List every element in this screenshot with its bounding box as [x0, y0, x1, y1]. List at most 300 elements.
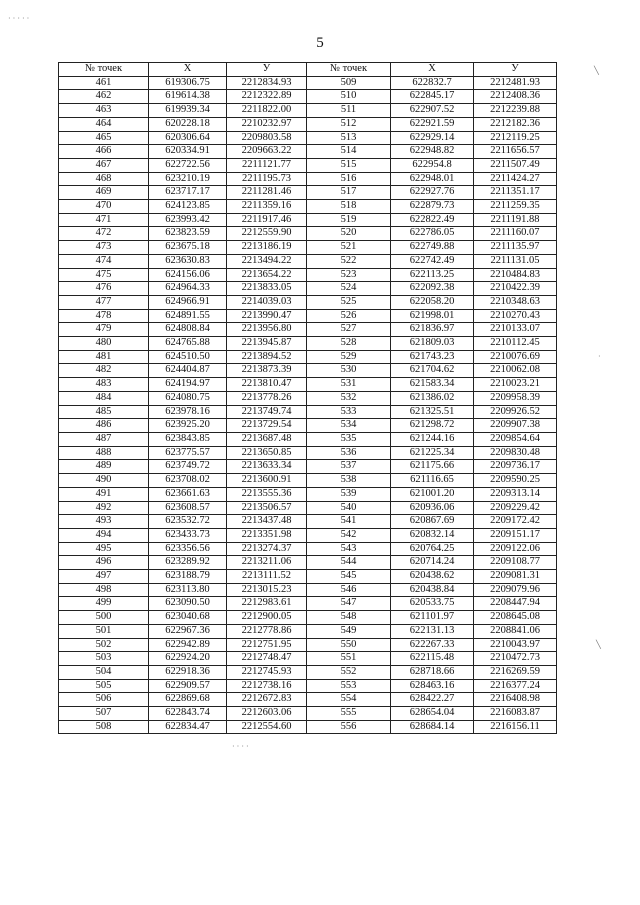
cell-point-number-right: 556 [307, 720, 391, 734]
cell-y-left: 2212748.47 [227, 652, 307, 666]
cell-y-right: 2216083.87 [474, 707, 557, 721]
cell-x-left: 624966.91 [149, 295, 227, 309]
cell-point-number-right: 534 [307, 419, 391, 433]
header-x-left: X [149, 63, 227, 77]
cell-y-right: 2210043.97 [474, 638, 557, 652]
cell-point-number-right: 512 [307, 117, 391, 131]
cell-point-number-left: 473 [59, 241, 149, 255]
cell-x-right: 621836.97 [391, 323, 474, 337]
cell-x-left: 623608.57 [149, 501, 227, 515]
cell-point-number-left: 465 [59, 131, 149, 145]
cell-point-number-right: 547 [307, 597, 391, 611]
cell-x-left: 619614.38 [149, 90, 227, 104]
cell-point-number-left: 503 [59, 652, 149, 666]
table-row [59, 638, 557, 652]
cell-point-number-left: 507 [59, 707, 149, 721]
cell-point-number-left: 484 [59, 391, 149, 405]
cell-point-number-right: 513 [307, 131, 391, 145]
cell-y-right: 2211135.97 [474, 241, 557, 255]
cell-point-number-left: 483 [59, 378, 149, 392]
cell-point-number-left: 485 [59, 405, 149, 419]
cell-y-left: 2213274.37 [227, 542, 307, 556]
cell-y-left: 2213749.74 [227, 405, 307, 419]
cell-y-right: 2210112.45 [474, 337, 557, 351]
cell-y-right: 2211160.07 [474, 227, 557, 241]
cell-x-left: 623433.73 [149, 528, 227, 542]
cell-y-left: 2213015.23 [227, 583, 307, 597]
cell-x-right: 621244.16 [391, 432, 474, 446]
cell-point-number-right: 548 [307, 611, 391, 625]
cell-x-right: 620867.69 [391, 515, 474, 529]
table-row [59, 268, 557, 282]
cell-y-left: 2213555.36 [227, 487, 307, 501]
page-number: 5 [316, 35, 324, 51]
cell-y-right: 2211191.88 [474, 213, 557, 227]
cell-y-left: 2212983.61 [227, 597, 307, 611]
cell-x-right: 622267.33 [391, 638, 474, 652]
cell-x-right: 622921.59 [391, 117, 474, 131]
cell-y-left: 2212603.06 [227, 707, 307, 721]
cell-y-right: 2216156.11 [474, 720, 557, 734]
cell-point-number-left: 461 [59, 76, 149, 90]
table-row [59, 487, 557, 501]
cell-y-right: 2210270.43 [474, 309, 557, 323]
coordinates-table [58, 62, 557, 734]
table-row [59, 378, 557, 392]
cell-x-left: 623978.16 [149, 405, 227, 419]
cell-x-right: 621325.51 [391, 405, 474, 419]
cell-x-left: 623775.57 [149, 446, 227, 460]
cell-y-right: 2216377.24 [474, 679, 557, 693]
cell-point-number-right: 537 [307, 460, 391, 474]
cell-x-right: 621116.65 [391, 474, 474, 488]
cell-y-left: 2213351.98 [227, 528, 307, 542]
cell-y-left: 2213956.80 [227, 323, 307, 337]
cell-y-left: 2213111.52 [227, 570, 307, 584]
cell-x-left: 619306.75 [149, 76, 227, 90]
cell-point-number-left: 495 [59, 542, 149, 556]
cell-point-number-right: 516 [307, 172, 391, 186]
cell-point-number-right: 519 [307, 213, 391, 227]
cell-point-number-left: 498 [59, 583, 149, 597]
cell-point-number-left: 480 [59, 337, 149, 351]
cell-x-right: 622832.7 [391, 76, 474, 90]
cell-x-left: 623090.50 [149, 597, 227, 611]
cell-x-right: 620714.24 [391, 556, 474, 570]
table-row [59, 446, 557, 460]
cell-y-left: 2213437.48 [227, 515, 307, 529]
scan-speck: · · · · · [8, 14, 30, 23]
cell-y-right: 2209108.77 [474, 556, 557, 570]
cell-x-left: 624404.87 [149, 364, 227, 378]
cell-y-left: 2213687.48 [227, 432, 307, 446]
cell-y-left: 2212738.16 [227, 679, 307, 693]
cell-y-right: 2211507.49 [474, 158, 557, 172]
cell-y-right: 2209958.39 [474, 391, 557, 405]
cell-x-left: 622967.36 [149, 624, 227, 638]
cell-point-number-right: 525 [307, 295, 391, 309]
cell-point-number-right: 541 [307, 515, 391, 529]
cell-point-number-right: 526 [307, 309, 391, 323]
cell-x-left: 623661.63 [149, 487, 227, 501]
cell-x-right: 620438.84 [391, 583, 474, 597]
table-row [59, 556, 557, 570]
cell-point-number-right: 532 [307, 391, 391, 405]
table-row [59, 282, 557, 296]
cell-point-number-right: 518 [307, 200, 391, 214]
cell-x-left: 624080.75 [149, 391, 227, 405]
cell-point-number-right: 522 [307, 254, 391, 268]
cell-x-right: 628684.14 [391, 720, 474, 734]
table-row [59, 90, 557, 104]
cell-point-number-right: 543 [307, 542, 391, 556]
cell-x-left: 624510.50 [149, 350, 227, 364]
cell-y-right: 2209590.25 [474, 474, 557, 488]
cell-x-left: 622924.20 [149, 652, 227, 666]
cell-x-right: 622742.49 [391, 254, 474, 268]
table-row [59, 76, 557, 90]
cell-x-right: 621704.62 [391, 364, 474, 378]
cell-y-left: 2212672.83 [227, 693, 307, 707]
cell-point-number-right: 521 [307, 241, 391, 255]
cell-x-left: 623708.02 [149, 474, 227, 488]
cell-point-number-right: 515 [307, 158, 391, 172]
cell-point-number-right: 509 [307, 76, 391, 90]
cell-y-right: 2212239.88 [474, 104, 557, 118]
cell-y-left: 2211822.00 [227, 104, 307, 118]
cell-point-number-right: 546 [307, 583, 391, 597]
cell-x-right: 622749.88 [391, 241, 474, 255]
header-y-right: У [474, 63, 557, 77]
cell-x-right: 621298.72 [391, 419, 474, 433]
header-x-right: X [391, 63, 474, 77]
cell-x-left: 623993.42 [149, 213, 227, 227]
cell-y-left: 2213633.34 [227, 460, 307, 474]
cell-y-left: 2213810.47 [227, 378, 307, 392]
cell-point-number-right: 555 [307, 707, 391, 721]
cell-x-right: 622948.01 [391, 172, 474, 186]
table-body [59, 76, 557, 734]
cell-x-left: 620306.64 [149, 131, 227, 145]
table-row [59, 570, 557, 584]
cell-y-right: 2209313.14 [474, 487, 557, 501]
cell-x-right: 621101.97 [391, 611, 474, 625]
cell-x-left: 624964.33 [149, 282, 227, 296]
cell-y-left: 2211121.77 [227, 158, 307, 172]
table-row [59, 295, 557, 309]
cell-x-left: 622918.36 [149, 665, 227, 679]
cell-point-number-right: 535 [307, 432, 391, 446]
cell-point-number-right: 539 [307, 487, 391, 501]
table-row [59, 117, 557, 131]
cell-x-left: 623925.20 [149, 419, 227, 433]
cell-x-left: 620334.91 [149, 145, 227, 159]
cell-x-right: 620832.14 [391, 528, 474, 542]
cell-y-left: 2209803.58 [227, 131, 307, 145]
cell-y-right: 2211424.27 [474, 172, 557, 186]
cell-point-number-left: 478 [59, 309, 149, 323]
cell-y-right: 2212408.36 [474, 90, 557, 104]
cell-point-number-left: 499 [59, 597, 149, 611]
cell-y-right: 2208645.08 [474, 611, 557, 625]
cell-x-left: 623675.18 [149, 241, 227, 255]
cell-point-number-left: 505 [59, 679, 149, 693]
cell-y-right: 2209830.48 [474, 446, 557, 460]
cell-y-left: 2211281.46 [227, 186, 307, 200]
cell-y-left: 2213186.19 [227, 241, 307, 255]
cell-y-left: 2213494.22 [227, 254, 307, 268]
cell-y-left: 2213211.06 [227, 556, 307, 570]
cell-point-number-left: 502 [59, 638, 149, 652]
cell-point-number-left: 481 [59, 350, 149, 364]
cell-y-right: 2209854.64 [474, 432, 557, 446]
cell-point-number-left: 475 [59, 268, 149, 282]
table-row [59, 241, 557, 255]
header-y-left: У [227, 63, 307, 77]
cell-point-number-left: 470 [59, 200, 149, 214]
cell-point-number-left: 471 [59, 213, 149, 227]
cell-x-right: 622929.14 [391, 131, 474, 145]
cell-y-right: 2211131.05 [474, 254, 557, 268]
header-point-number-right: № точек [307, 63, 391, 77]
cell-point-number-left: 488 [59, 446, 149, 460]
cell-point-number-right: 553 [307, 679, 391, 693]
cell-x-left: 624194.97 [149, 378, 227, 392]
cell-x-right: 621743.23 [391, 350, 474, 364]
cell-x-left: 623823.59 [149, 227, 227, 241]
cell-x-right: 621809.03 [391, 337, 474, 351]
cell-x-right: 622822.49 [391, 213, 474, 227]
cell-x-right: 622907.52 [391, 104, 474, 118]
cell-y-left: 2212745.93 [227, 665, 307, 679]
cell-y-right: 2210422.39 [474, 282, 557, 296]
cell-y-right: 2216269.59 [474, 665, 557, 679]
cell-x-left: 623040.68 [149, 611, 227, 625]
cell-point-number-right: 524 [307, 282, 391, 296]
table-row [59, 200, 557, 214]
cell-y-left: 2212778.86 [227, 624, 307, 638]
cell-x-right: 621001.20 [391, 487, 474, 501]
cell-point-number-right: 542 [307, 528, 391, 542]
cell-point-number-right: 545 [307, 570, 391, 584]
cell-point-number-right: 536 [307, 446, 391, 460]
cell-point-number-left: 504 [59, 665, 149, 679]
cell-point-number-right: 544 [307, 556, 391, 570]
cell-x-right: 622115.48 [391, 652, 474, 666]
cell-x-left: 624156.06 [149, 268, 227, 282]
table-row [59, 254, 557, 268]
table-row [59, 624, 557, 638]
table-row [59, 515, 557, 529]
cell-y-right: 2209907.38 [474, 419, 557, 433]
table-row [59, 227, 557, 241]
cell-y-left: 2211917.46 [227, 213, 307, 227]
cell-y-right: 2212119.25 [474, 131, 557, 145]
cell-x-left: 622909.57 [149, 679, 227, 693]
cell-x-right: 620533.75 [391, 597, 474, 611]
cell-x-right: 622092.38 [391, 282, 474, 296]
table-row [59, 405, 557, 419]
cell-point-number-left: 492 [59, 501, 149, 515]
cell-point-number-left: 491 [59, 487, 149, 501]
cell-x-right: 622131.13 [391, 624, 474, 638]
cell-point-number-left: 474 [59, 254, 149, 268]
cell-y-right: 2209926.52 [474, 405, 557, 419]
cell-y-left: 2213506.57 [227, 501, 307, 515]
cell-x-left: 624891.55 [149, 309, 227, 323]
cell-x-right: 621386.02 [391, 391, 474, 405]
table-row [59, 693, 557, 707]
cell-y-left: 2212751.95 [227, 638, 307, 652]
cell-y-right: 2211351.17 [474, 186, 557, 200]
table-row [59, 364, 557, 378]
table-row [59, 391, 557, 405]
cell-point-number-right: 530 [307, 364, 391, 378]
cell-y-right: 2209151.17 [474, 528, 557, 542]
cell-point-number-left: 493 [59, 515, 149, 529]
cell-point-number-left: 482 [59, 364, 149, 378]
cell-point-number-left: 500 [59, 611, 149, 625]
cell-point-number-left: 497 [59, 570, 149, 584]
cell-x-right: 622845.17 [391, 90, 474, 104]
cell-point-number-left: 508 [59, 720, 149, 734]
cell-x-left: 624123.85 [149, 200, 227, 214]
cell-x-left: 623289.92 [149, 556, 227, 570]
cell-point-number-left: 462 [59, 90, 149, 104]
cell-y-right: 2209736.17 [474, 460, 557, 474]
cell-y-right: 2209079.96 [474, 583, 557, 597]
cell-y-right: 2210348.63 [474, 295, 557, 309]
cell-point-number-left: 501 [59, 624, 149, 638]
cell-point-number-left: 494 [59, 528, 149, 542]
table-row [59, 213, 557, 227]
cell-point-number-left: 506 [59, 693, 149, 707]
cell-y-left: 2213833.05 [227, 282, 307, 296]
cell-point-number-right: 511 [307, 104, 391, 118]
cell-x-left: 622834.47 [149, 720, 227, 734]
table-row [59, 350, 557, 364]
cell-x-left: 620228.18 [149, 117, 227, 131]
cell-x-left: 622869.68 [149, 693, 227, 707]
cell-point-number-left: 472 [59, 227, 149, 241]
cell-point-number-right: 540 [307, 501, 391, 515]
scan-speck: ╲ [596, 640, 601, 649]
table-row [59, 104, 557, 118]
scan-speck: · [598, 352, 601, 361]
cell-x-right: 622927.76 [391, 186, 474, 200]
cell-point-number-right: 533 [307, 405, 391, 419]
cell-y-left: 2209663.22 [227, 145, 307, 159]
cell-x-left: 623356.56 [149, 542, 227, 556]
cell-x-right: 620764.25 [391, 542, 474, 556]
cell-x-right: 622786.05 [391, 227, 474, 241]
cell-y-left: 2213650.85 [227, 446, 307, 460]
cell-x-right: 622954.8 [391, 158, 474, 172]
cell-point-number-right: 531 [307, 378, 391, 392]
cell-x-left: 624765.88 [149, 337, 227, 351]
cell-point-number-left: 487 [59, 432, 149, 446]
cell-y-left: 2212322.89 [227, 90, 307, 104]
table-row [59, 460, 557, 474]
cell-point-number-right: 517 [307, 186, 391, 200]
cell-x-right: 628463.16 [391, 679, 474, 693]
table-row [59, 542, 557, 556]
table-row [59, 528, 557, 542]
scan-speck: · · · · [232, 742, 249, 751]
cell-x-right: 620438.62 [391, 570, 474, 584]
table-row [59, 309, 557, 323]
cell-y-left: 2211359.16 [227, 200, 307, 214]
cell-x-left: 623717.17 [149, 186, 227, 200]
table-row [59, 720, 557, 734]
cell-point-number-left: 466 [59, 145, 149, 159]
cell-x-right: 622879.73 [391, 200, 474, 214]
cell-x-left: 623843.85 [149, 432, 227, 446]
cell-point-number-right: 529 [307, 350, 391, 364]
cell-y-left: 2213894.52 [227, 350, 307, 364]
cell-y-left: 2213945.87 [227, 337, 307, 351]
cell-point-number-left: 490 [59, 474, 149, 488]
cell-point-number-right: 550 [307, 638, 391, 652]
scan-speck: ╲ [594, 66, 599, 75]
cell-point-number-left: 486 [59, 419, 149, 433]
table-row [59, 131, 557, 145]
cell-y-left: 2213990.47 [227, 309, 307, 323]
cell-point-number-left: 489 [59, 460, 149, 474]
cell-point-number-right: 514 [307, 145, 391, 159]
cell-point-number-right: 527 [307, 323, 391, 337]
cell-y-left: 2214039.03 [227, 295, 307, 309]
cell-x-right: 622113.25 [391, 268, 474, 282]
cell-x-right: 621998.01 [391, 309, 474, 323]
cell-x-left: 623210.19 [149, 172, 227, 186]
cell-y-right: 2210133.07 [474, 323, 557, 337]
cell-y-left: 2212559.90 [227, 227, 307, 241]
cell-x-left: 623749.72 [149, 460, 227, 474]
cell-y-right: 2210472.73 [474, 652, 557, 666]
cell-x-left: 624808.84 [149, 323, 227, 337]
cell-point-number-right: 510 [307, 90, 391, 104]
cell-point-number-right: 554 [307, 693, 391, 707]
cell-point-number-left: 464 [59, 117, 149, 131]
cell-x-right: 621175.66 [391, 460, 474, 474]
cell-y-right: 2208841.06 [474, 624, 557, 638]
cell-y-left: 2212834.93 [227, 76, 307, 90]
table-row [59, 186, 557, 200]
cell-y-right: 2216408.98 [474, 693, 557, 707]
cell-point-number-right: 551 [307, 652, 391, 666]
table-row [59, 432, 557, 446]
table-row [59, 707, 557, 721]
table-row [59, 337, 557, 351]
cell-y-left: 2211195.73 [227, 172, 307, 186]
table-row [59, 323, 557, 337]
cell-y-left: 2213600.91 [227, 474, 307, 488]
cell-y-right: 2211656.57 [474, 145, 557, 159]
cell-y-right: 2208447.94 [474, 597, 557, 611]
cell-x-right: 621583.34 [391, 378, 474, 392]
cell-x-left: 623532.72 [149, 515, 227, 529]
table-row [59, 652, 557, 666]
cell-x-left: 622942.89 [149, 638, 227, 652]
cell-y-right: 2210076.69 [474, 350, 557, 364]
cell-x-left: 619939.34 [149, 104, 227, 118]
cell-point-number-left: 469 [59, 186, 149, 200]
cell-point-number-left: 468 [59, 172, 149, 186]
cell-x-left: 623188.79 [149, 570, 227, 584]
cell-y-right: 2209229.42 [474, 501, 557, 515]
table-header-row [59, 63, 557, 77]
